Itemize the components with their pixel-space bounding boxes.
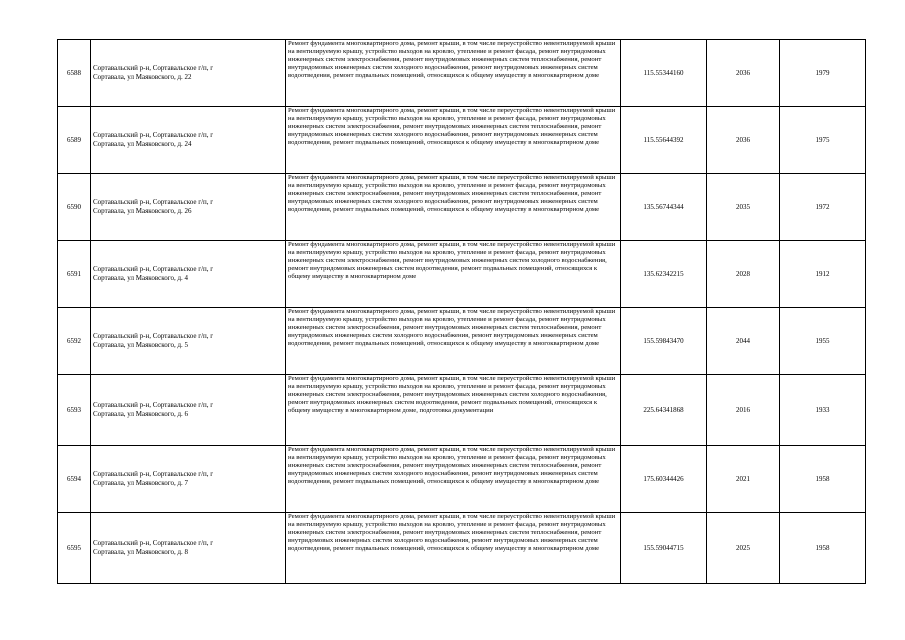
address-cell [91, 40, 286, 107]
row-number: 6592 [58, 308, 91, 375]
address-line: Сортавала, ул Маяковского, д. 6 [93, 410, 189, 418]
build-year: 1955 [780, 308, 866, 375]
cost-value: 135.62342215 [621, 241, 707, 308]
address-line: Сортавальский р-н, Сортавальское г/п, г [93, 197, 214, 206]
cost-value: 115.55344160 [621, 40, 707, 107]
build-year: 1958 [780, 513, 866, 584]
build-year: 1933 [780, 375, 866, 446]
planned-year: 2028 [707, 241, 780, 308]
repair-program-table [57, 39, 866, 584]
address-line: Сортавала, ул Маяковского, д. 24 [93, 140, 192, 148]
work-description: Ремонт фундамента многоквартирного дома, ремонт крыши, в том числе переустройство невентилируемой крыши на вентилируемую крышу, устройство выходов на кровлю, утепление и ремонт фасада, ремонт внутридомовых инженерных систем электроснабжения, ремонт внутридомовых инженерных систем теплоснабжения, ремонт внутридомовых инженерных систем холодного водоснабжения, ремонт внутридомовых инженерных систем водоотведения, ремонт подвальных помещений, относящихся к общему имуществу в многоквартирном доме [286, 446, 621, 513]
address-line: Сортавала, ул Маяковского, д. 5 [93, 341, 189, 349]
work-description: Ремонт фундамента многоквартирного дома, ремонт крыши, в том числе переустройство невентилируемой крыши на вентилируемую крышу, устройство выходов на кровлю, утепление и ремонт фасада, ремонт внутридомовых инженерных систем электроснабжения, ремонт внутридомовых инженерных систем теплоснабжения, ремонт внутридомовых инженерных систем холодного водоснабжения, ремонт внутридомовых инженерных систем водоотведения, ремонт подвальных помещений, относящихся к общему имуществу в многоквартирном доме [286, 174, 621, 241]
work-description: Ремонт фундамента многоквартирного дома, ремонт крыши, в том числе переустройство невентилируемой крыши на вентилируемую крышу, устройство выходов на кровлю, утепление и ремонт фасада, ремонт внутридомовых инженерных систем электроснабжения, ремонт внутридомовых инженерных систем холодного водоснабжения, ремонт внутридомовых инженерных систем водоотведения, ремонт подвальных помещений, относящихся к общему имуществу в многоквартирном доме, подготовка документации [286, 375, 621, 446]
address-line: Сортавальский р-н, Сортавальское г/п, г [93, 63, 214, 72]
table-row [58, 513, 866, 584]
row-number: 6595 [58, 513, 91, 584]
row-number: 6594 [58, 446, 91, 513]
document-page [57, 39, 853, 584]
work-description: Ремонт фундамента многоквартирного дома, ремонт крыши, в том числе переустройство невентилируемой крыши на вентилируемую крышу, устройство выходов на кровлю, утепление и ремонт фасада, ремонт внутридомовых инженерных систем электроснабжения, ремонт внутридомовых инженерных систем холодного водоснабжения, ремонт внутридомовых инженерных систем водоотведения, ремонт подвальных помещений, относящихся к общему имуществу в многоквартирном доме [286, 241, 621, 308]
address-line: Сортавальский р-н, Сортавальское г/п, г [93, 130, 214, 139]
work-description: Ремонт фундамента многоквартирного дома, ремонт крыши, в том числе переустройство невентилируемой крыши на вентилируемую крышу, устройство выходов на кровлю, утепление и ремонт фасада, ремонт внутридомовых инженерных систем электроснабжения, ремонт внутридомовых инженерных систем теплоснабжения, ремонт внутридомовых инженерных систем холодного водоснабжения, ремонт внутридомовых инженерных систем водоотведения, ремонт подвальных помещений, относящихся к общему имуществу в многоквартирном доме [286, 513, 621, 584]
work-description: Ремонт фундамента многоквартирного дома, ремонт крыши, в том числе переустройство невентилируемой крыши на вентилируемую крышу, устройство выходов на кровлю, утепление и ремонт фасада, ремонт внутридомовых инженерных систем электроснабжения, ремонт внутридомовых инженерных систем теплоснабжения, ремонт внутридомовых инженерных систем холодного водоснабжения, ремонт внутридомовых инженерных систем водоотведения, ремонт подвальных помещений, относящихся к общему имуществу в многоквартирном доме [286, 40, 621, 107]
address-line: Сортавальский р-н, Сортавальское г/п, г [93, 538, 214, 547]
row-number: 6590 [58, 174, 91, 241]
address-line: Сортавала, ул Маяковского, д. 8 [93, 548, 189, 556]
row-number: 6591 [58, 241, 91, 308]
planned-year: 2035 [707, 174, 780, 241]
table-row [58, 308, 866, 375]
planned-year: 2036 [707, 40, 780, 107]
address-line: Сортавала, ул Маяковского, д. 22 [93, 73, 192, 81]
address-cell [91, 375, 286, 446]
cost-value: 115.55644392 [621, 107, 707, 174]
build-year: 1912 [780, 241, 866, 308]
address-cell [91, 107, 286, 174]
cost-value: 175.60344426 [621, 446, 707, 513]
table-row [58, 446, 866, 513]
cost-value: 155.59044715 [621, 513, 707, 584]
planned-year: 2025 [707, 513, 780, 584]
address-line: Сортавальский р-н, Сортавальское г/п, г [93, 264, 214, 273]
build-year: 1979 [780, 40, 866, 107]
address-cell [91, 446, 286, 513]
address-cell [91, 308, 286, 375]
cost-value: 155.59843470 [621, 308, 707, 375]
build-year: 1972 [780, 174, 866, 241]
work-description: Ремонт фундамента многоквартирного дома, ремонт крыши, в том числе переустройство невентилируемой крыши на вентилируемую крышу, устройство выходов на кровлю, утепление и ремонт фасада, ремонт внутридомовых инженерных систем электроснабжения, ремонт внутридомовых инженерных систем теплоснабжения, ремонт внутридомовых инженерных систем холодного водоснабжения, ремонт внутридомовых инженерных систем водоотведения, ремонт подвальных помещений, относящихся к общему имуществу в многоквартирном доме [286, 308, 621, 375]
address-line: Сортавальский р-н, Сортавальское г/п, г [93, 400, 214, 409]
row-number: 6588 [58, 40, 91, 107]
address-line: Сортавала, ул Маяковского, д. 26 [93, 207, 192, 215]
address-cell [91, 513, 286, 584]
address-cell [91, 174, 286, 241]
address-line: Сортавальский р-н, Сортавальское г/п, г [93, 331, 214, 340]
planned-year: 2016 [707, 375, 780, 446]
build-year: 1958 [780, 446, 866, 513]
table-row [58, 241, 866, 308]
row-number: 6589 [58, 107, 91, 174]
table-row [58, 40, 866, 107]
build-year: 1975 [780, 107, 866, 174]
planned-year: 2044 [707, 308, 780, 375]
row-number: 6593 [58, 375, 91, 446]
address-line: Сортавала, ул Маяковского, д. 7 [93, 479, 189, 487]
table-row [58, 107, 866, 174]
work-description: Ремонт фундамента многоквартирного дома, ремонт крыши, в том числе переустройство невентилируемой крыши на вентилируемую крышу, устройство выходов на кровлю, утепление и ремонт фасада, ремонт внутридомовых инженерных систем электроснабжения, ремонт внутридомовых инженерных систем теплоснабжения, ремонт внутридомовых инженерных систем холодного водоснабжения, ремонт внутридомовых инженерных систем водоотведения, ремонт подвальных помещений, относящихся к общему имуществу в многоквартирном доме [286, 107, 621, 174]
planned-year: 2021 [707, 446, 780, 513]
table-row [58, 375, 866, 446]
table-row [58, 174, 866, 241]
address-line: Сортавала, ул Маяковского, д. 4 [93, 274, 189, 282]
cost-value: 135.56744344 [621, 174, 707, 241]
address-cell [91, 241, 286, 308]
address-line: Сортавальский р-н, Сортавальское г/п, г [93, 469, 214, 478]
cost-value: 225.64341868 [621, 375, 707, 446]
planned-year: 2036 [707, 107, 780, 174]
